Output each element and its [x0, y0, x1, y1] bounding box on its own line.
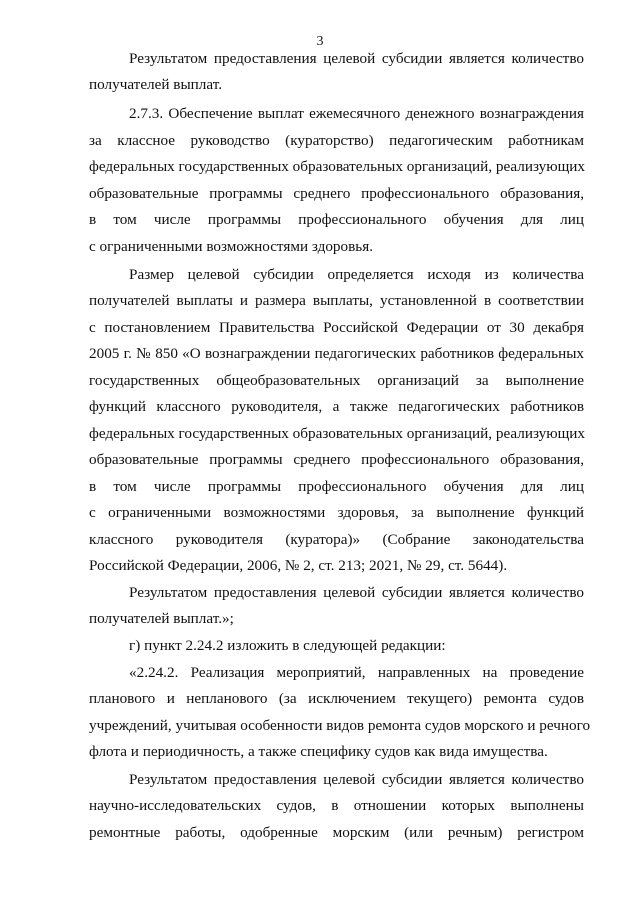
text-line: классного руководителя (куратора)» (Собрание законодательства [89, 531, 584, 548]
text-line: Размер целевой субсидии определяется исходя из количества [129, 266, 584, 283]
text-line: федеральных государственных образовательных организаций, реализующих [89, 425, 586, 442]
text-line: получателей выплат. [89, 76, 223, 93]
text-line: получателей выплаты и размера выплаты, установленной в соответствии [89, 292, 584, 309]
text-line: функций классного руководителя, а также педагогических работников [89, 398, 584, 415]
text-line: получателей выплат.»; [89, 610, 234, 627]
text-line: Результатом предоставления целевой субсидии является количество [129, 584, 584, 601]
text-line: г) пункт 2.24.2 изложить в следующей редакции: [129, 637, 446, 654]
text-line: планового и непланового (за исключением текущего) ремонта судов [89, 690, 584, 707]
text-line: федеральных государственных образовательных организаций, реализующих [89, 158, 586, 175]
text-line: 2.7.3. Обеспечение выплат ежемесячного денежного вознаграждения [129, 105, 584, 122]
text-line: флота и периодичность, а также специфику судов как вида имущества. [89, 743, 548, 760]
text-line: Российской Федерации, 2006, № 2, ст. 213; 2021, № 29, ст. 5644). [89, 557, 508, 574]
text-line: с ограниченными возможностями здоровья, за выполнение функций [89, 504, 584, 521]
text-line: с постановлением Правительства Российской Федерации от 30 декабря [89, 319, 584, 336]
page-number: 3 [316, 34, 324, 49]
text-line: «2.24.2. Реализация мероприятий, направленных на проведение [129, 664, 584, 681]
text-line: 2005 г. № 850 «О вознаграждении педагогических работников федеральных [89, 345, 584, 362]
text-line: в том числе программы профессионального обучения для лиц [89, 211, 584, 228]
text-line: научно-исследовательских судов, в отношении которых выполнены [89, 797, 584, 814]
text-line: образовательные программы среднего профессионального образования, [89, 451, 584, 468]
text-line: государственных общеобразовательных организаций за выполнение [89, 372, 584, 389]
text-line: за классное руководство (кураторство) педагогическим работникам [89, 132, 584, 149]
text-line: образовательные программы среднего профессионального образования, [89, 185, 584, 202]
text-line: учреждений, учитывая особенности видов ремонта судов морского и речного [89, 717, 591, 734]
text-line: ремонтные работы, одобренные морским (или речным) регистром [89, 824, 584, 841]
text-line: с ограниченными возможностями здоровья. [89, 238, 374, 255]
text-line: в том числе программы профессионального обучения для лиц [89, 478, 584, 495]
text-line: Результатом предоставления целевой субсидии является количество [129, 50, 584, 67]
text-line: Результатом предоставления целевой субсидии является количество [129, 771, 584, 788]
